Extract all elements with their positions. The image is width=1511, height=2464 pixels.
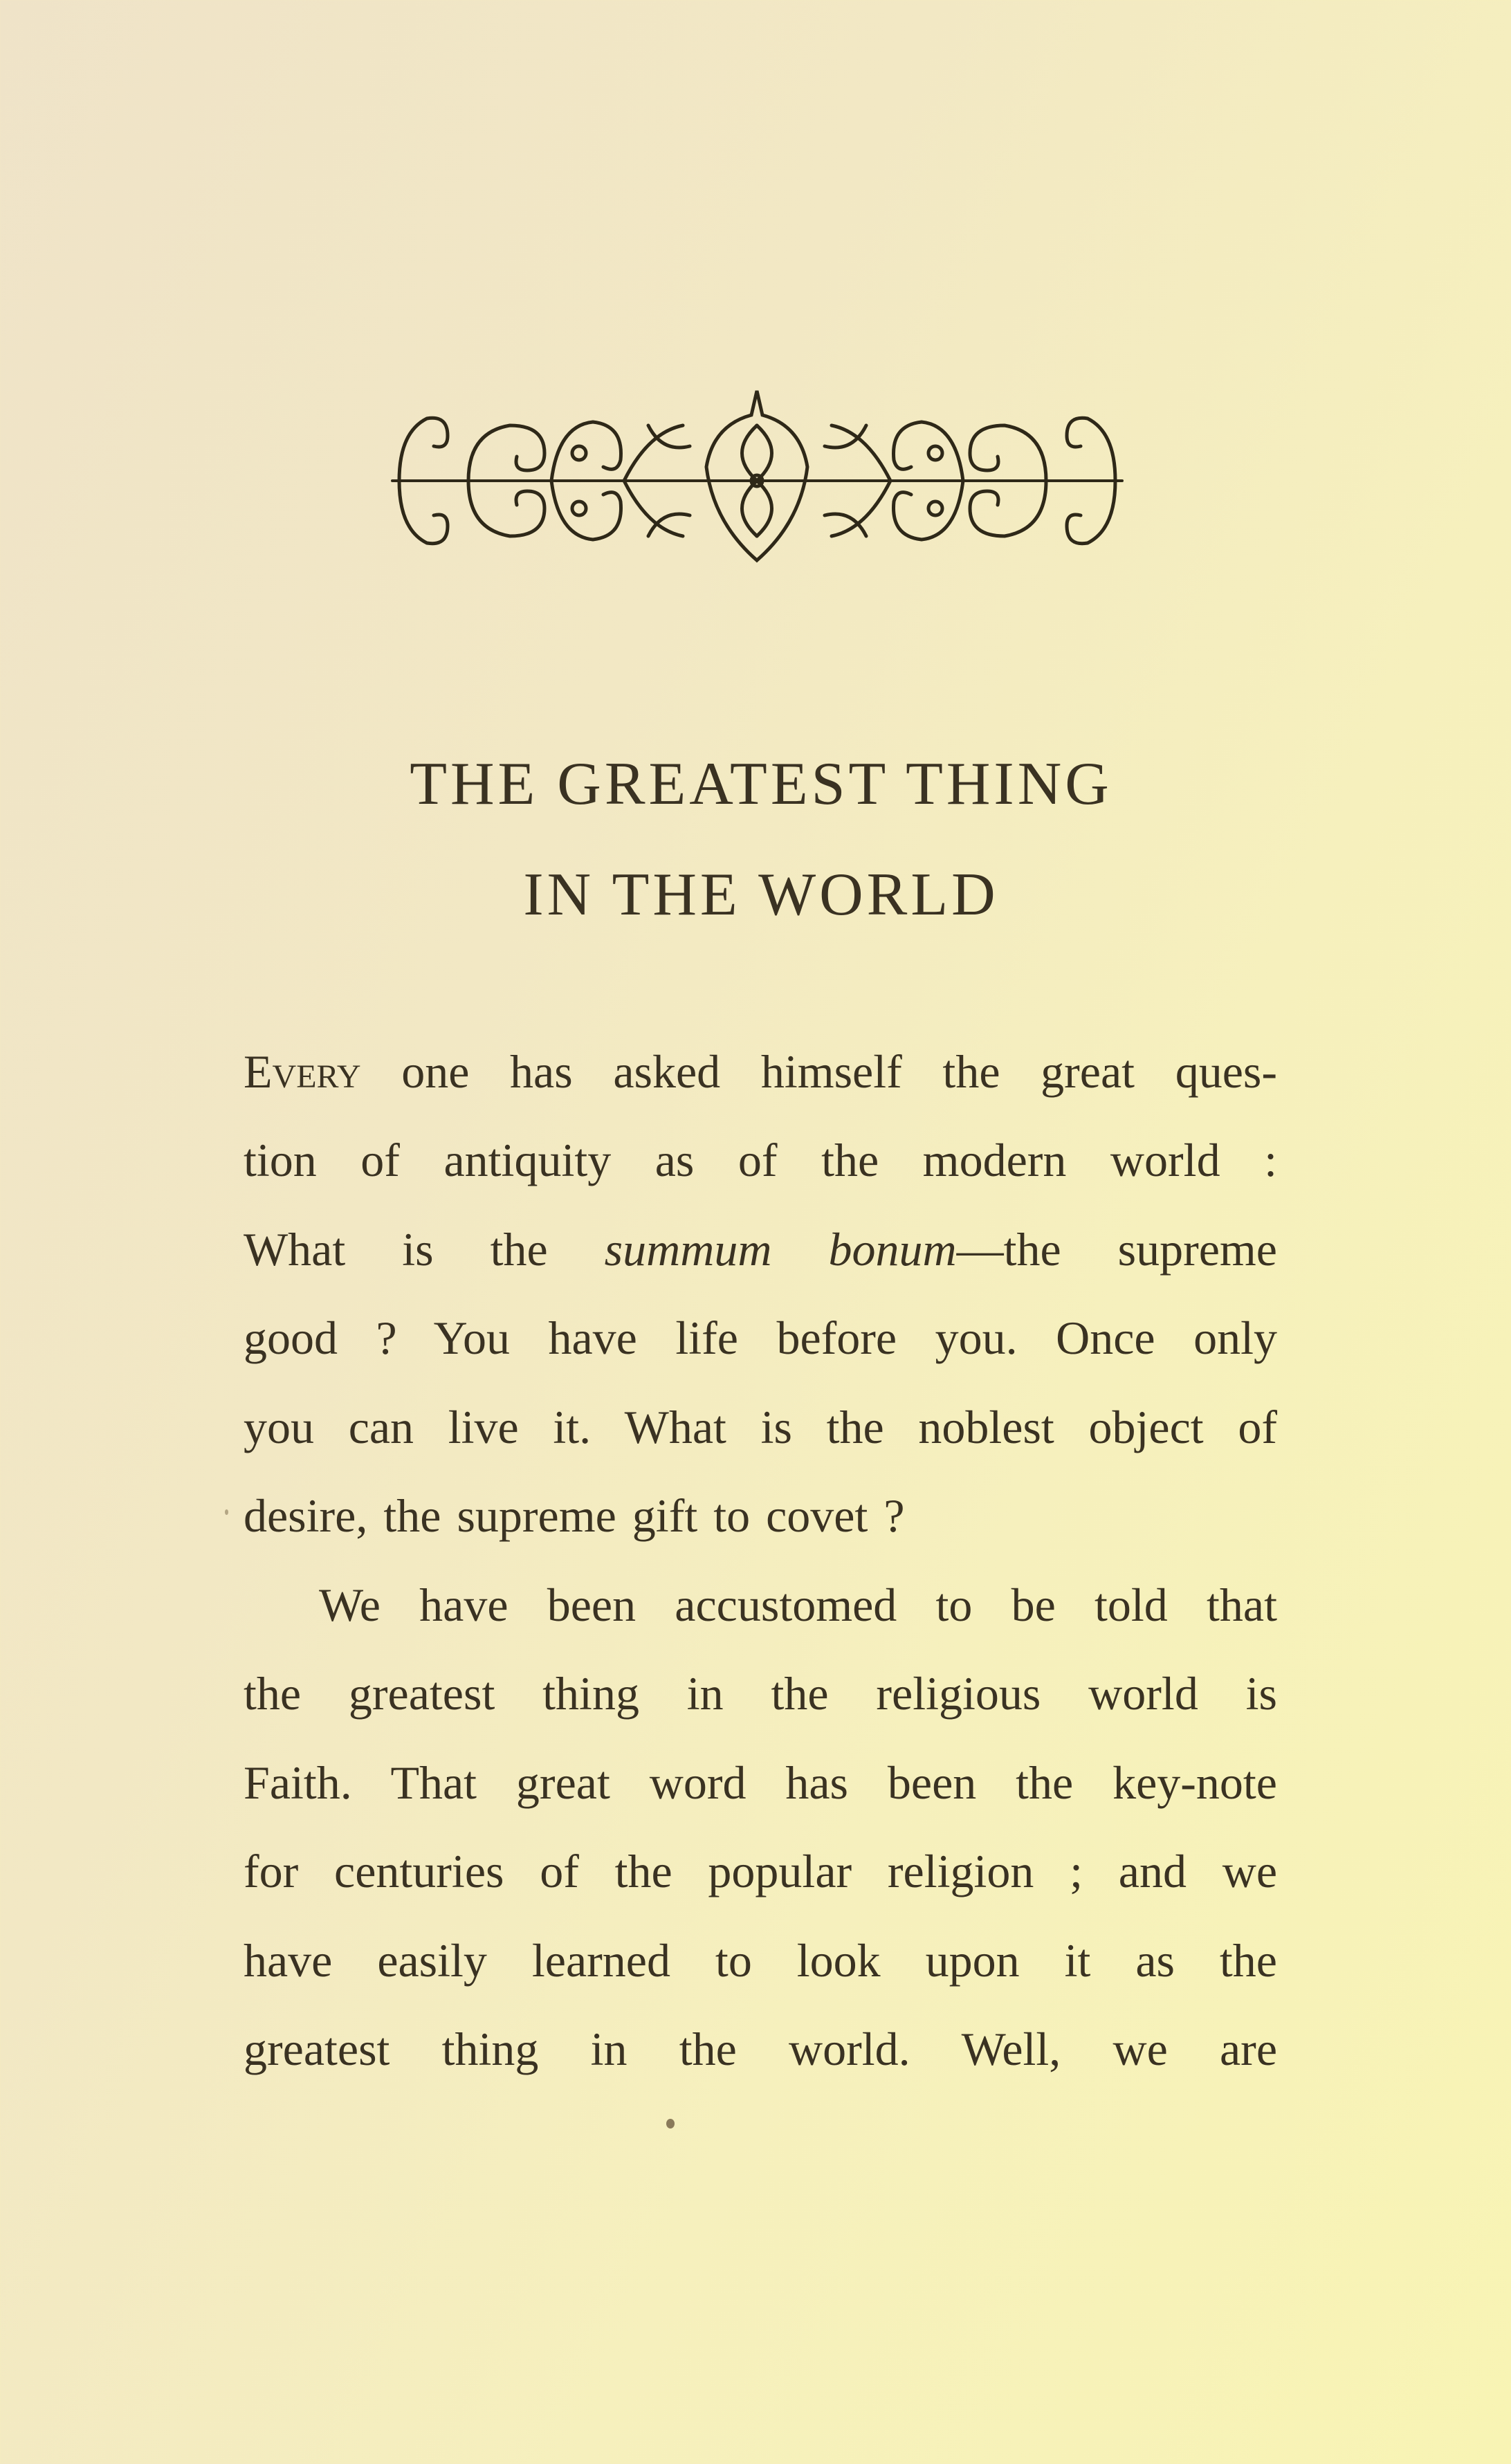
body-line-11: have easily learned to look upon it as the xyxy=(244,1934,1277,1987)
body-line-1 xyxy=(244,1027,1277,1116)
ink-speck xyxy=(666,2119,675,2129)
ink-speck xyxy=(225,1509,228,1515)
line-text: —the supreme xyxy=(956,1223,1277,1276)
chapter-title-line-1: THE GREATEST THING xyxy=(410,751,1112,818)
body-line-6: desire, the supreme gift to covet ? xyxy=(244,1489,905,1542)
body-line-12: greatest thing in the world. Well, we are xyxy=(244,2023,1277,2075)
body-line-7: We have been accustomed to be told that xyxy=(319,1579,1277,1631)
lead-word: Every xyxy=(244,1045,361,1098)
body-line-9: Faith. That great word has been the key-note xyxy=(244,1756,1277,1809)
italic-phrase: summum bonum xyxy=(604,1223,957,1276)
body-line-8: the greatest thing in the religious world is xyxy=(244,1667,1277,1720)
chapter-title-line-2: IN THE WORLD xyxy=(523,861,999,928)
body-line-4: good ? You have life before you. Once only xyxy=(244,1312,1277,1364)
decorative-ornament-headpiece xyxy=(385,384,1129,567)
body-line-2: tion of antiquity as of the modern world : xyxy=(244,1134,1277,1186)
line-text: What is the xyxy=(244,1223,605,1276)
body-line-10: for centuries of the popular religion ; and we xyxy=(244,1845,1277,1897)
body-line-5: you can live it. What is the noblest object of xyxy=(244,1401,1277,1453)
line-text: one has asked himself the great ques- xyxy=(360,1045,1277,1098)
body-line-3 xyxy=(244,1205,1277,1294)
